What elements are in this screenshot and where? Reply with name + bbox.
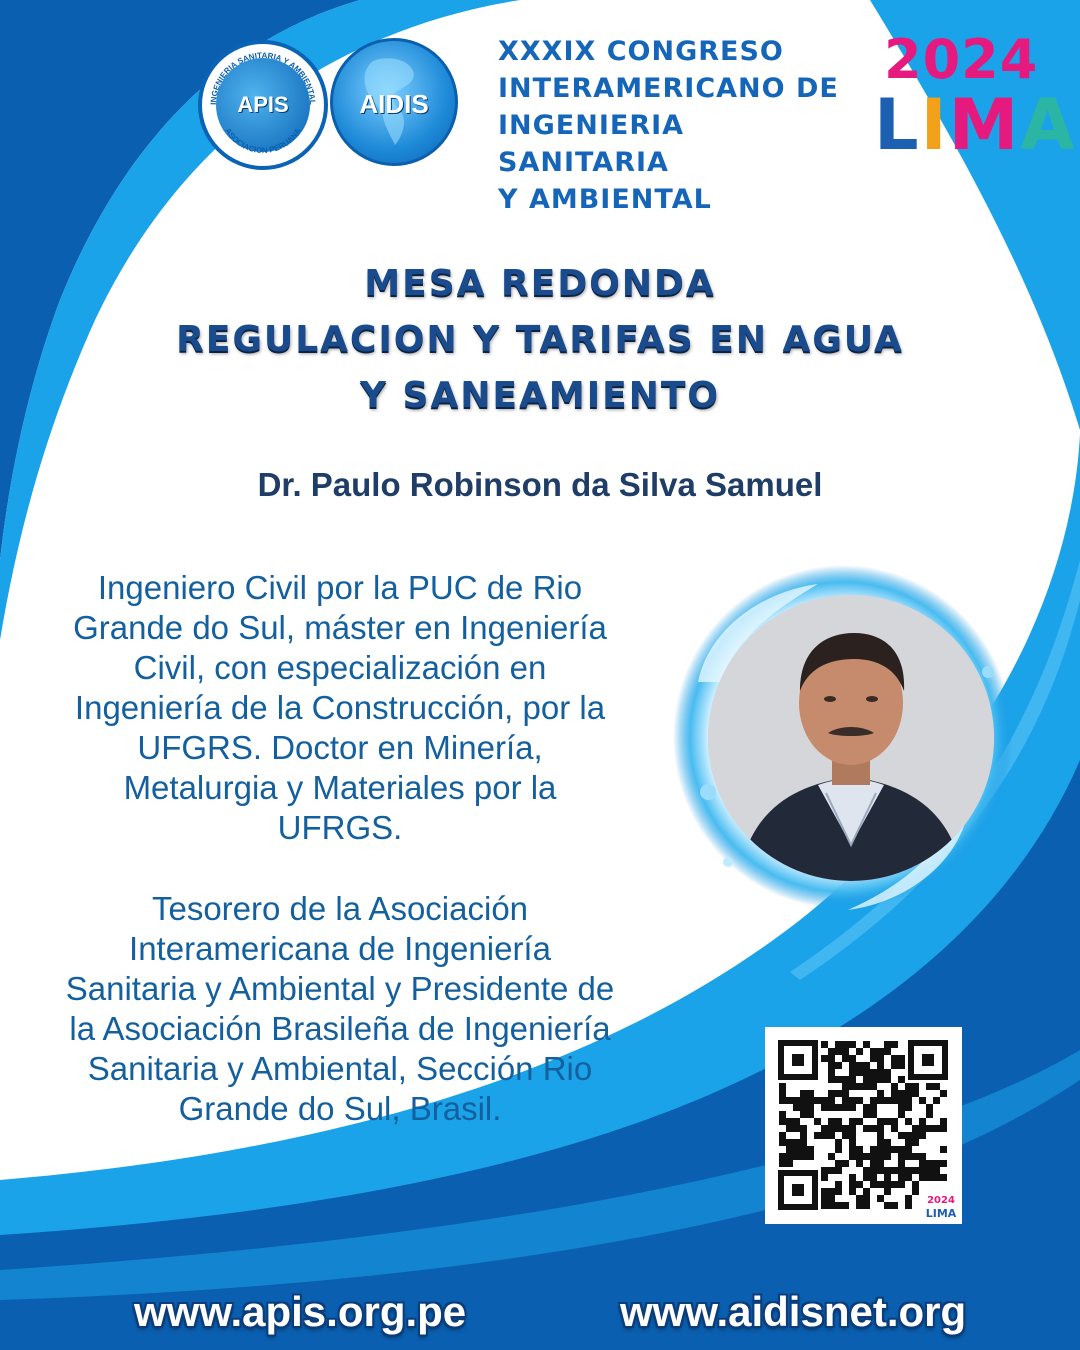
bio-line: Tesorero de la Asociación	[151, 890, 529, 927]
aidis-website-link[interactable]: www.aidisnet.org	[620, 1288, 967, 1335]
bio-line: Grande do Sul, máster en Ingeniería	[73, 609, 607, 646]
apis-ring-top: INGENIERIA SANITARIA Y AMBIENTAL	[208, 50, 318, 106]
apis-ring-bottom: ASOCIACION PERUANA	[223, 126, 303, 156]
congress-heading	[498, 33, 858, 218]
lima-letter-1: L	[874, 84, 921, 166]
bio-line: Sanitaria y Ambiental, Sección Rio	[87, 1050, 593, 1087]
bio-line: Grande do Sul, Brasil.	[178, 1090, 502, 1127]
congress-line-3: INGENIERIA SANITARIA	[498, 110, 685, 178]
bio-line: la Asociación Brasileña de Ingeniería	[69, 1010, 611, 1047]
bio-line: UFGRS. Doctor en Minería,	[137, 729, 543, 766]
congress-line-2: INTERAMERICANO DE	[498, 73, 839, 104]
event-year: 2024	[884, 28, 1039, 91]
speaker-portrait-icon	[708, 595, 994, 881]
bio-line: Metalurgia y Materiales por la	[123, 769, 557, 806]
title-line-2: REGULACION Y TARIFAS EN AGUA	[176, 319, 904, 360]
bio-line: Civil, con especialización en	[133, 649, 547, 686]
bio-paragraph-1	[20, 568, 660, 848]
title-line-3: Y SANEAMIENTO	[359, 375, 721, 416]
title-line-1: MESA REDONDA	[364, 263, 716, 304]
bio-line: UFRGS.	[277, 809, 403, 846]
lima-letter-3: M	[948, 84, 1021, 166]
qr-badge-year: 2024	[927, 1195, 955, 1206]
congress-line-4: Y AMBIENTAL	[498, 184, 712, 215]
lima-letter-4: A	[1020, 84, 1077, 166]
bio-line: Ingeniero Civil por la PUC de Rio	[97, 569, 583, 606]
aidis-logo-label: AIDIS	[359, 89, 429, 119]
event-city-logo	[874, 84, 1077, 166]
bio-line: Interamericana de Ingeniería	[129, 930, 551, 967]
aidis-logo	[330, 38, 458, 166]
speaker-photo	[708, 595, 994, 881]
apis-logo-label: APIS	[237, 92, 289, 117]
apis-logo	[198, 40, 328, 170]
session-title	[90, 256, 990, 424]
bio-line: Ingeniería de la Construcción, por la	[74, 689, 606, 726]
qr-badge-city: LIMA	[925, 1207, 957, 1220]
congress-line-1: XXXIX CONGRESO	[498, 36, 784, 67]
svg-text:ASOCIACION PERUANA	[223, 126, 303, 155]
apis-website-link[interactable]: www.apis.org.pe	[134, 1288, 467, 1335]
lima-letter-2: I	[920, 84, 949, 166]
bio-paragraph-2	[20, 889, 660, 1129]
qr-code[interactable]	[765, 1027, 962, 1224]
qr-code-icon	[765, 1027, 962, 1224]
speaker-name: Dr. Paulo Robinson da Silva Samuel	[257, 466, 823, 503]
bio-line: Sanitaria y Ambiental y Presidente de	[65, 970, 615, 1007]
